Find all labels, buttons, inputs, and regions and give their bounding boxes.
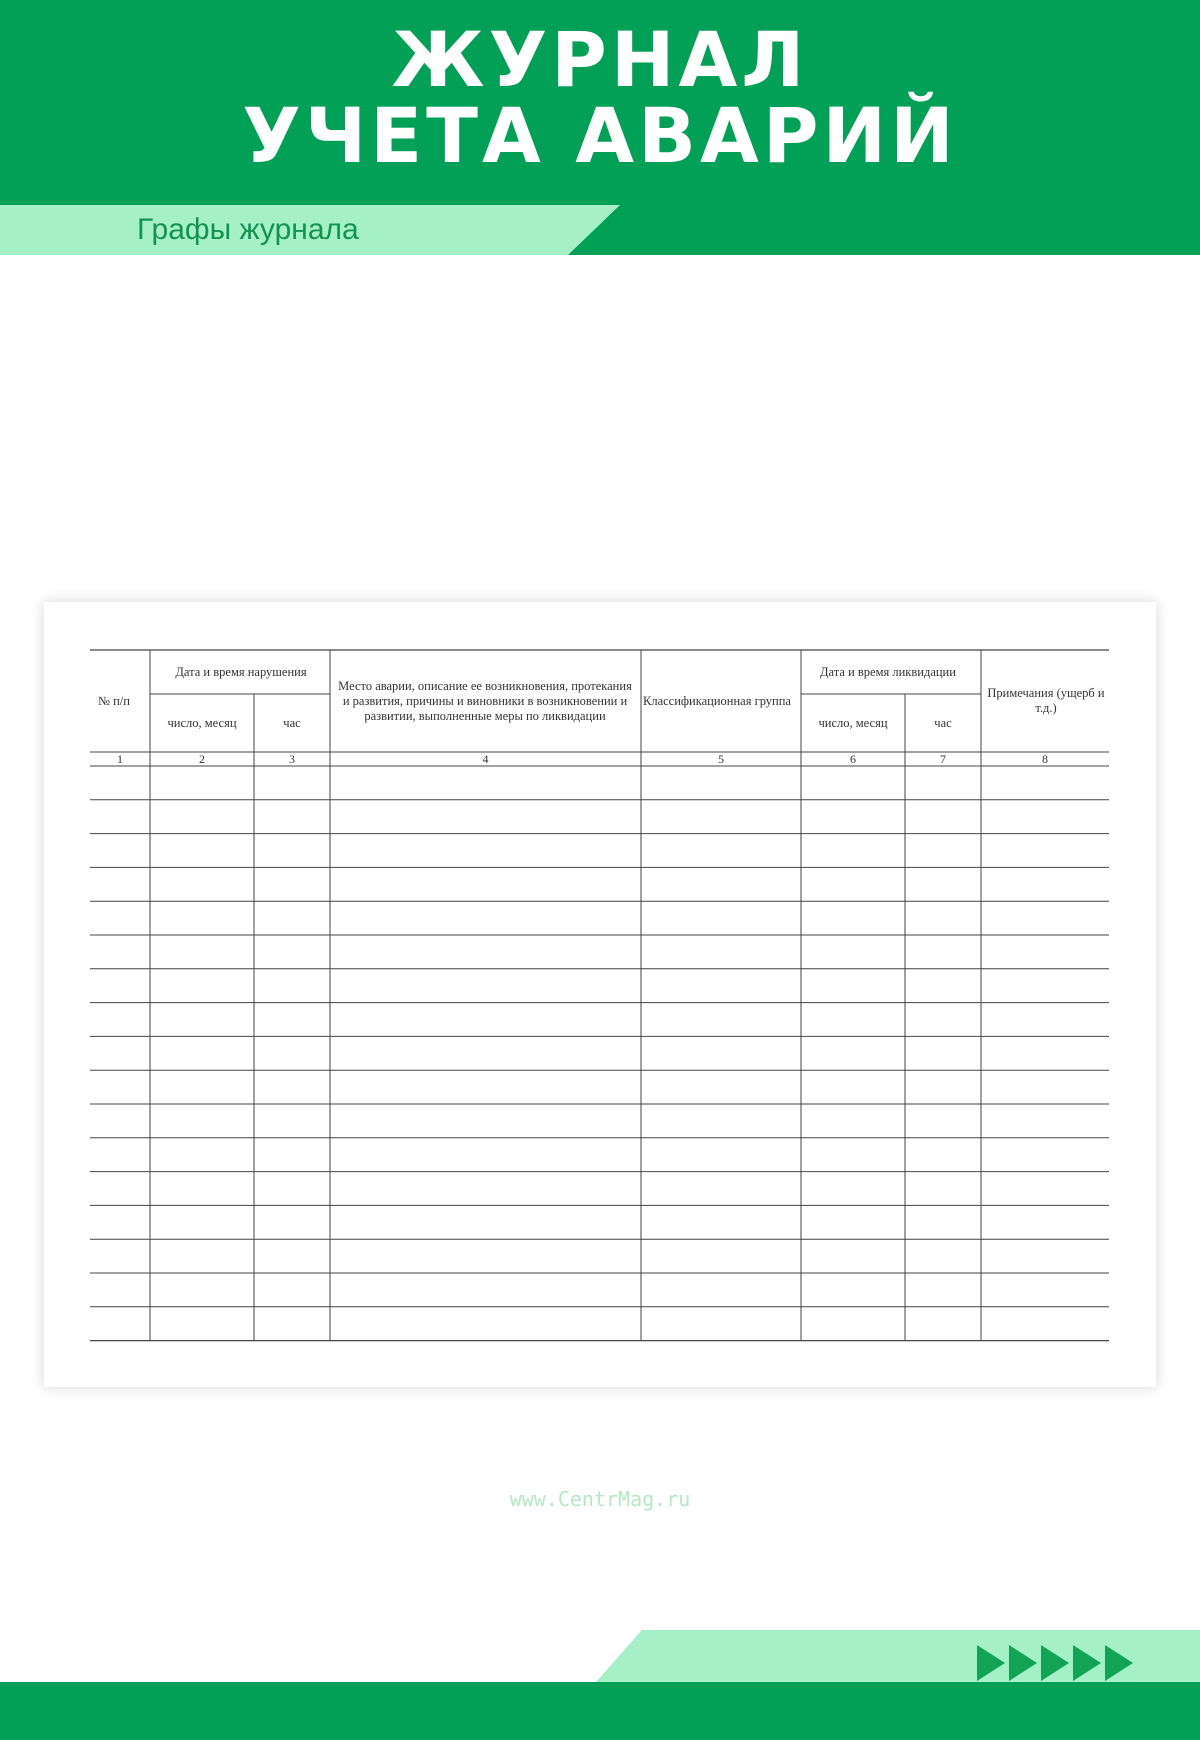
section-subtitle: Графы журнала (137, 213, 359, 246)
column-number-8: 8 (1042, 752, 1048, 766)
header-group-liquidation-datetime: Дата и время ликвидации (820, 664, 956, 679)
column-number-5: 5 (718, 752, 724, 766)
column-number-1: 1 (117, 752, 123, 766)
journal-page-preview (44, 602, 1156, 1387)
column-number-3: 3 (289, 752, 295, 766)
site-watermark: www.CentrMag.ru (509, 1487, 691, 1511)
column-number-2: 2 (199, 752, 205, 766)
header-col-notes: Примечания (ущерб и т.д.) (987, 686, 1105, 715)
header-col-description: Место аварии, описание ее возникновения, протекания и развития, причины и виновники в возникновении и развитии, выполненные меры по ликвидации (338, 678, 632, 723)
header-col-liquidation-hour: час (934, 715, 952, 730)
header-group-violation-datetime: Дата и время нарушения (175, 664, 307, 679)
play-arrow-icon (1041, 1645, 1069, 1681)
title-line-1: ЖУРНАЛ (391, 15, 809, 104)
header-col-classification: Классификационная группа (643, 693, 791, 708)
header-col-number: № п/п (98, 693, 130, 708)
header-col-liquidation-date: число, месяц (818, 715, 888, 730)
play-arrow-icon (1073, 1645, 1101, 1681)
page-title (0, 15, 1200, 180)
play-arrow-icon (977, 1645, 1005, 1681)
play-arrow-icon (1009, 1645, 1037, 1681)
play-arrow-icon (1105, 1645, 1133, 1681)
column-number-4: 4 (482, 752, 489, 766)
title-line-2: УЧЕТА АВАРИЙ (242, 91, 958, 180)
header-col-violation-date: число, месяц (167, 715, 237, 730)
header-col-violation-hour: час (283, 715, 301, 730)
column-number-6: 6 (850, 752, 856, 766)
column-number-7: 7 (940, 752, 946, 766)
